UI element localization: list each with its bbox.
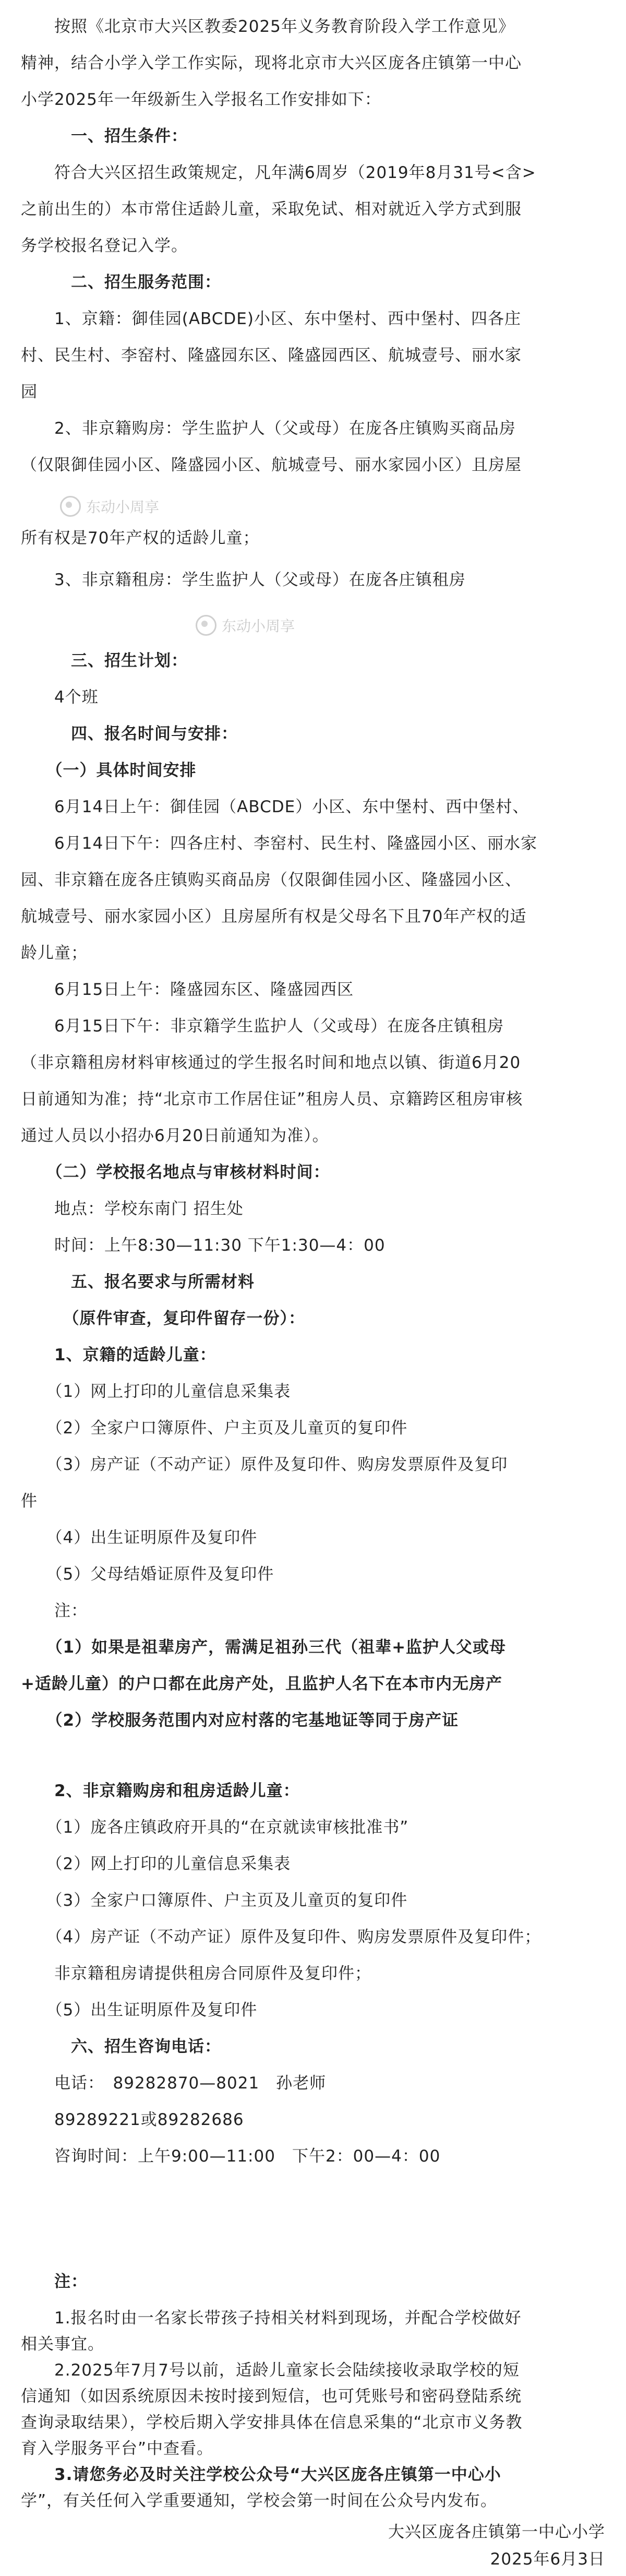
watermark-logo-icon [60, 496, 81, 517]
section-heading: 四、报名时间与安排： [21, 725, 238, 743]
body-line: 3、非京籍租房：学生监护人（父或母）在庞各庄镇租房 [21, 571, 466, 589]
footer-note-label: 注： [21, 2272, 88, 2291]
section-heading: （原件审查，复印件留存一份）： [21, 1309, 305, 1328]
body-line: 园 [21, 383, 38, 401]
body-line: 龄儿童； [21, 944, 88, 963]
intro-line: 小学2025年一年级新生入学报名工作安排如下： [21, 90, 381, 109]
watermark [60, 496, 159, 517]
list-item: （5）出生证明原件及复印件 [21, 2001, 258, 2020]
section-heading: 三、招生计划： [21, 651, 188, 670]
footer-note-line: 2.2025年7月7号以前，适龄儿童家长会陆续接收录取学校的短 [21, 2361, 520, 2380]
body-line: 地点：学校东南门 招生处 [21, 1200, 244, 1218]
body-line: 1、京籍：御佳园(ABCDE)小区、东中堡村、西中堡村、四各庄 [21, 310, 521, 328]
note-line: （1）如果是祖辈房产，需满足祖孙三代（祖辈+监护人父或母 [21, 1638, 507, 1657]
section-heading: 一、招生条件： [21, 127, 188, 146]
body-line: 村、民生村、李窑村、隆盛园东区、隆盛园西区、航城壹号、丽水家 [21, 346, 522, 365]
note-line: （2）学校服务范围内对应村落的宅基地证等同于房产证 [21, 1711, 459, 1730]
body-line: （仅限御佳园小区、隆盛园小区、航城壹号、丽水家园小区）且房屋 [21, 456, 522, 474]
watermark-text: 东动小周享 [222, 618, 295, 635]
section-heading: 二、招生服务范围： [21, 273, 221, 292]
subsection-heading: （一）具体时间安排 [21, 761, 197, 780]
body-line: 符合大兴区招生政策规定，凡年满6周岁（2019年8月31号<含> [21, 163, 536, 182]
body-line: 6月14日上午：御佳园（ABCDE）小区、东中堡村、西中堡村、 [21, 798, 529, 816]
body-line: 航城壹号、丽水家园小区）且房屋所有权是父母名下且70年产权的适 [21, 907, 527, 926]
footer-note-line: 1.报名时由一名家长带孩子持相关材料到现场，并配合学校做好 [21, 2309, 522, 2328]
footer-note-line: 3.请您务必及时关注学校公众号“大兴区庞各庄镇第一中心小 [21, 2465, 501, 2484]
watermark-logo-icon [196, 615, 216, 636]
footer-note-line: 学”，有关任何入学重要通知，学校会第一时间在公众号内发布。 [21, 2491, 498, 2510]
body-line: 6月15日上午：隆盛园东区、隆盛园西区 [21, 980, 354, 999]
body-line: 2、非京籍购房：学生监护人（父或母）在庞各庄镇购买商品房 [21, 419, 516, 438]
body-line: 时间：上午8:30—11:30 下午1:30—4：00 [21, 1236, 386, 1255]
list-item: （4）房产证（不动产证）原件及复印件、购房发票原件及复印件； [21, 1928, 541, 1946]
list-item: （5）父母结婚证原件及复印件 [21, 1565, 274, 1584]
body-line: （非京籍租房材料审核通过的学生报名时间和地点以镇、街道6月20 [21, 1053, 521, 1072]
intro-line: 精神，结合小学入学工作实际，现将北京市大兴区庞各庄镇第一中心 [21, 54, 522, 73]
subsection-heading: 1、京籍的适龄儿童： [21, 1346, 216, 1364]
signature-date: 2025年6月3日 [490, 2550, 605, 2569]
body-line: 务学校报名登记入学。 [21, 236, 188, 255]
contact-phone: 89289221或89282686 [21, 2110, 244, 2129]
body-line: 通过人员以小招办6月20日前通知为准）。 [21, 1126, 329, 1145]
body-line: 6月15日下午：非京籍学生监护人（父或母）在庞各庄镇租房 [21, 1017, 504, 1036]
watermark [196, 615, 295, 636]
list-item: （1）庞各庄镇政府开具的“在京就读审核批准书” [21, 1818, 409, 1837]
body-line: 4个班 [21, 688, 99, 707]
body-line: 所有权是70年产权的适龄儿童； [21, 529, 260, 548]
contact-phone: 电话： 89282870—8021 孙老师 [21, 2074, 327, 2093]
list-item: （2）全家户口簿原件、户主页及儿童页的复印件 [21, 1419, 408, 1438]
footer-note-line: 相关事宜。 [21, 2335, 104, 2354]
contact-hours: 咨询时间：上午9:00—11:00 下午2：00—4：00 [21, 2147, 441, 2166]
body-line: 日前通知为准；持“北京市工作居住证”租房人员、京籍跨区租房审核 [21, 1090, 523, 1109]
list-item: （4）出生证明原件及复印件 [21, 1528, 258, 1547]
note-label: 注： [21, 1601, 88, 1620]
intro-line: 按照《北京市大兴区教委2025年义务教育阶段入学工作意见》 [21, 17, 515, 36]
list-item: （2）网上打印的儿童信息采集表 [21, 1855, 291, 1873]
footer-note-line: 育入学服务平台”中查看。 [21, 2439, 214, 2458]
list-item: 件 [21, 1492, 38, 1511]
footer-note-line: 信通知（如因系统原因未按时接到短信，也可凭账号和密码登陆系统 [21, 2387, 522, 2406]
watermark-text: 东动小周享 [86, 498, 160, 516]
subsection-heading: 2、非京籍购房和租房适龄儿童： [21, 1782, 300, 1800]
list-item: （1）网上打印的儿童信息采集表 [21, 1382, 291, 1401]
list-item: （3）房产证（不动产证）原件及复印件、购房发票原件及复印 [21, 1455, 508, 1474]
footer-note-line: 查询录取结果），学校后期入学安排具体在信息采集的“北京市义务教 [21, 2413, 523, 2432]
body-line: 园、非京籍在庞各庄镇购买商品房（仅限御佳园小区、隆盛园小区、 [21, 871, 522, 889]
section-heading: 六、招生咨询电话： [21, 2037, 221, 2056]
subsection-heading: （二）学校报名地点与审核材料时间： [21, 1163, 330, 1182]
body-line: 之前出生的）本市常住适龄儿童，采取免试、相对就近入学方式到服 [21, 200, 522, 219]
signature-school: 大兴区庞各庄镇第一中心小学 [388, 2523, 605, 2542]
body-line: 6月14日下午：四各庄村、李窑村、民生村、隆盛园小区、丽水家 [21, 834, 538, 853]
section-heading: 五、报名要求与所需材料 [21, 1273, 255, 1291]
list-item: （3）全家户口簿原件、户主页及儿童页的复印件 [21, 1891, 408, 1910]
list-item: 非京籍租房请提供租房合同原件及复印件； [21, 1964, 371, 1983]
note-line: +适龄儿童）的户口都在此房产处，且监护人名下在本市内无房产 [21, 1675, 502, 1693]
